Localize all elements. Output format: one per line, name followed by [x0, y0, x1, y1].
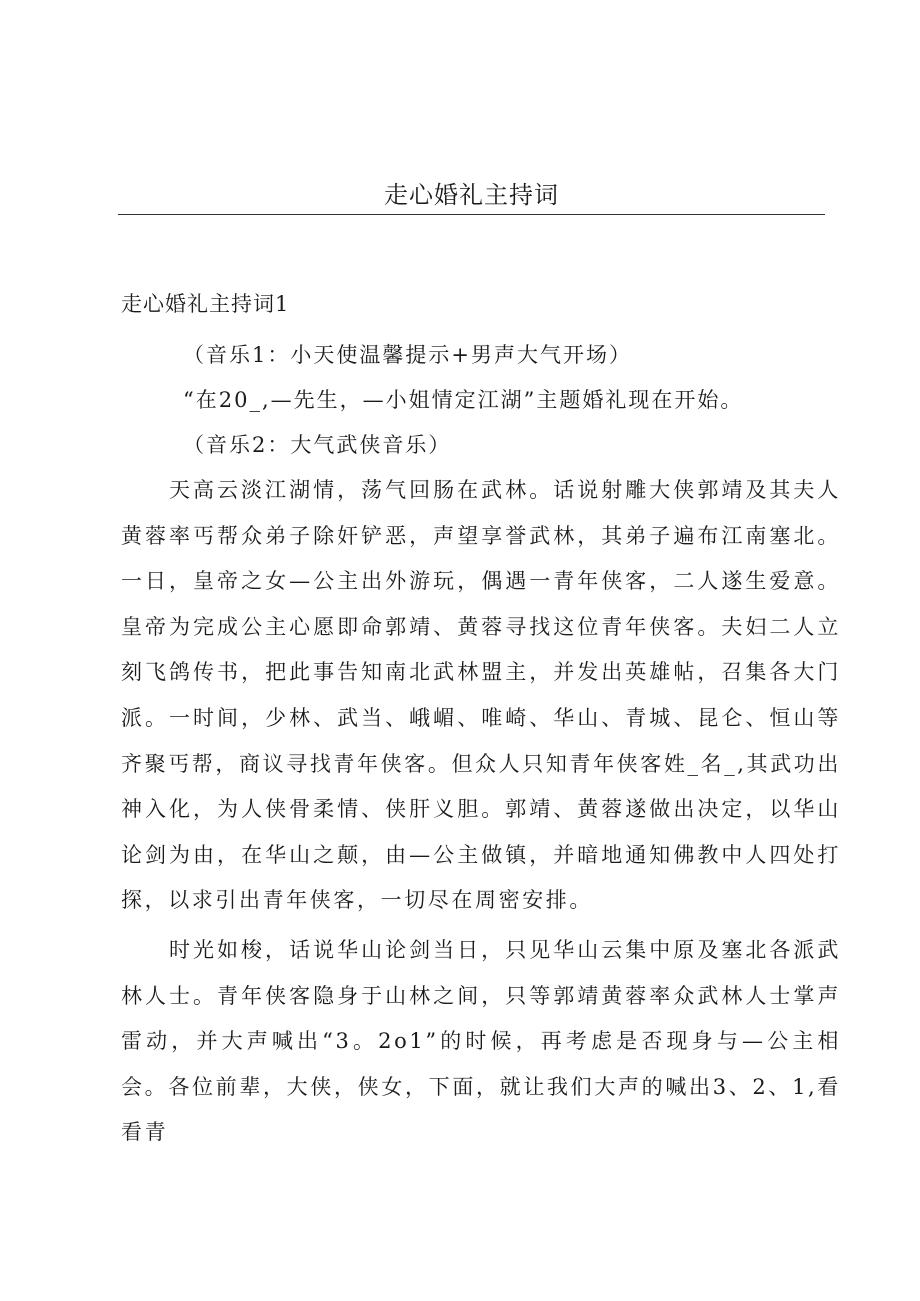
music-cue-1: （音乐1：小天使温馨提示+男声大气开场） [183, 343, 632, 367]
story-paragraph: 天高云淡江湖情，荡气回肠在武林。话说射雕大侠郭靖及其夫人黄蓉率丐帮众弟子除奸铲恶，声望享誉武林，其弟子遍布江南塞北。一日，皇帝之女—公主出外游玩，偶遇一青年侠客，二人遂生爱意。皇帝为完成公主心愿即命郭靖、黄蓉寻找这位青年侠客。夫妇二人立刻飞鸽传书，把此事告知南北武林盟主，并发出英雄帖，召集各大门派。一时间，少林、武当、峨嵋、唯崎、华山、青城、昆仑、恒山等齐聚丐帮，商议寻找青年侠客。但众人只知青年侠客姓_名_,其武功出神入化，为人侠骨柔情、侠肝义胆。郭靖、黄蓉遂做出决定，以华山论剑为由，在华山之颠，由—公主做镇，并暗地通知佛教中人四处打探，以求引出青年侠客，一切尽在周密安排。 [121, 478, 841, 913]
music-cue-2: （音乐2：大气武侠音乐） [183, 433, 452, 457]
document-body [121, 282, 841, 1160]
opening-announcement: “在20_,—先生，—小姐情定江湖”主题婚礼现在开始。 [183, 388, 744, 412]
story-paragraph: 时光如梭，话说华山论剑当日，只见华山云集中原及塞北各派武林人士。青年侠客隐身于山林之间，只等郭靖黄蓉率众武林人士掌声雷动，并大声喊出“3。2o1”的时候，再考虑是否现身与—公主相会。各位前辈，大侠，侠女，下面，就让我们大声的喊出3、2、1,看看青 [121, 937, 841, 1145]
section-heading: 走心婚礼主持词1 [121, 292, 290, 316]
page-header [118, 180, 825, 215]
page-title: 走心婚礼主持词 [384, 181, 559, 209]
